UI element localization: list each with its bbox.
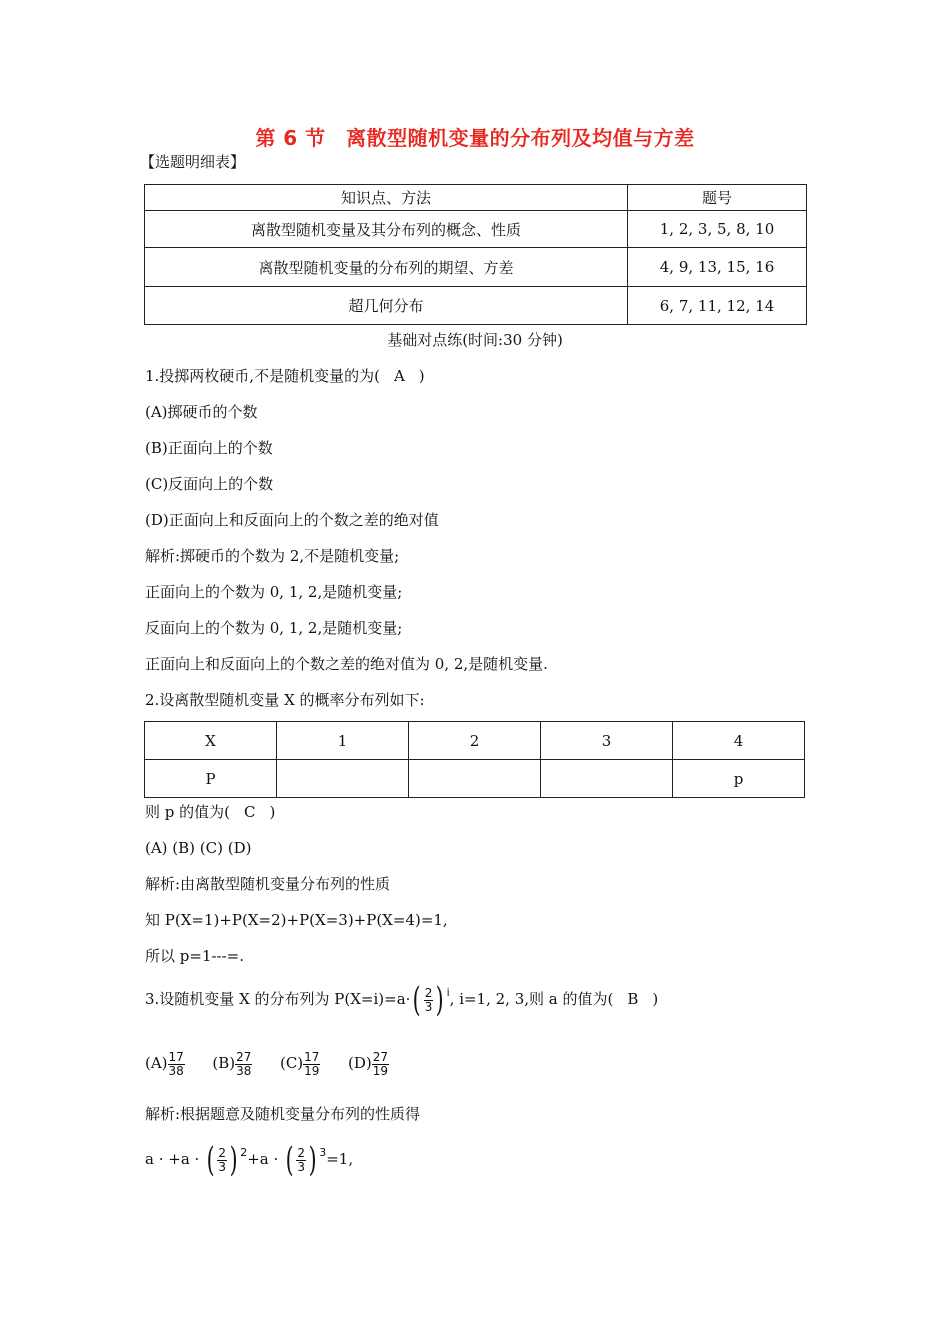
answer: C [244,803,256,821]
option-a: (A)掷硬币的个数 [145,403,258,421]
question-2-stem: 2.设离散型随机变量 X 的概率分布列如下: [145,691,425,709]
exponent: i [446,986,450,999]
analysis-line: 解析:根据题意及随机变量分布列的性质得 [145,1105,421,1123]
question-2-ask: 则 p 的值为( C ) [145,803,276,821]
option-d: (D) $\frac{27}{19}$ [348,1049,389,1078]
option-b: (B) $\frac{27}{38}$ [212,1049,252,1078]
option-a: (A) $\frac{17}{38}$ [145,1049,184,1078]
analysis-line: 正面向上的个数为 0, 1, 2,是随机变量; [145,583,403,601]
table-cell: 超几何分布 [145,287,628,325]
equation: a · +a · ( $\frac{2}{3}$ ) $^2$+a · ( $\frac{2}{3}$ ) $^3$=1, [145,1140,354,1180]
analysis-line: 所以 p=1---=. [145,947,245,965]
page-title: 第 6 节 离散型随机变量的分布列及均值与方差 [255,126,695,150]
table-cell: 4 [673,722,805,760]
topic-table [144,184,807,325]
table-cell: 6, 7, 11, 12, 14 [628,287,807,325]
distribution-table [144,721,805,798]
topic-table-header: 知识点、方法 [145,185,628,211]
option-d: (D)正面向上和反面向上的个数之差的绝对值 [145,511,439,529]
table-cell: p [673,760,805,798]
table-cell [409,760,541,798]
table-cell: 1, 2, 3, 5, 8, 10 [628,211,807,248]
table-cell: 1 [277,722,409,760]
table-cell: 离散型随机变量及其分布列的概念、性质 [145,211,628,248]
analysis-line: 解析:由离散型随机变量分布列的性质 [145,875,391,893]
answer: A [393,367,405,385]
answer: B [627,990,639,1008]
analysis-line: 解析:掷硬币的个数为 2,不是随机变量; [145,547,400,565]
table-cell: 2 [409,722,541,760]
table-cell [277,760,409,798]
table-cell: 离散型随机变量的分布列的期望、方差 [145,248,628,287]
option-c: (C) $\frac{17}{19}$ [279,1049,320,1078]
option-b: (B)正面向上的个数 [145,439,273,457]
table-cell: P [145,760,277,798]
table-cell [541,760,673,798]
topic-table-header: 题号 [628,185,807,211]
table-heading: 【选题明细表】 [140,153,246,171]
question-3-options [145,1046,389,1080]
analysis-line: 反面向上的个数为 0, 1, 2,是随机变量; [145,619,403,637]
question-1-stem: 1.投掷两枚硬币,不是随机变量的为( A ) [145,367,425,385]
fraction: $\frac{2}{3}$ [424,985,433,1014]
table-cell: 3 [541,722,673,760]
question-2-options: (A) (B) (C) (D) [145,839,252,857]
table-cell: 4, 9, 13, 15, 16 [628,248,807,287]
analysis-line: 知 P(X=1)+P(X=2)+P(X=3)+P(X=4)=1, [145,911,448,929]
section-label: 基础对点练(时间:30 分钟) [387,331,563,349]
table-cell: X [145,722,277,760]
analysis-line: 正面向上和反面向上的个数之差的绝对值为 0, 2,是随机变量. [145,655,548,673]
option-c: (C)反面向上的个数 [145,475,274,493]
question-3-stem: 3.设随机变量 X 的分布列为 P(X=i)=a·( $\frac{2}{3}$ ) $^i$, i=1, 2, 3,则 a 的值为( B ) [145,980,659,1020]
